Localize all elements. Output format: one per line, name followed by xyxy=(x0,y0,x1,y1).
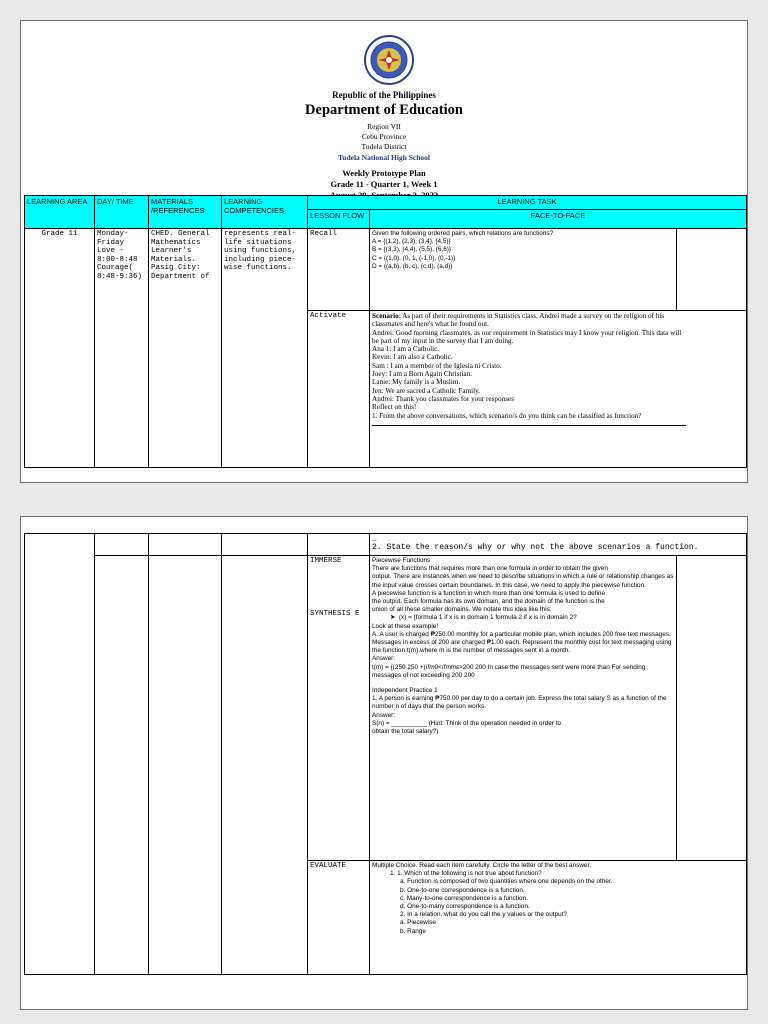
evaluate-option: a. Piecewise xyxy=(400,919,436,927)
piecewise-line: There are functions that requires more than one formula in order to obtain the given xyxy=(372,565,608,573)
recall-line: C = {(1,0), (0, 1, (-1,0), (0,-1)} xyxy=(372,254,456,262)
materials-header: MATERIALS /REFERENCES xyxy=(149,196,222,229)
recall-flow-cell: Recall xyxy=(308,229,370,311)
activate-line: Kevin: I am also a Catholic. xyxy=(372,353,453,362)
flow-cell-2 xyxy=(308,534,370,556)
piecewise-line: output. There are instances when we need to describe situations in which a rule or relationship changes as the input value crosses certain boundaries. In this case, we need to apply the piecewise function. xyxy=(372,573,674,589)
evaluate-option: b. Range xyxy=(400,927,426,935)
scenario-label: Scenario xyxy=(372,312,399,320)
activate-line: Lanie: My family is a Muslim. xyxy=(372,378,461,387)
lesson-table-1 xyxy=(24,195,747,468)
evaluate-question: 2. In a relation, what do you call the y values or the output? xyxy=(400,911,567,919)
practice-line: 1. A person is earning ₱750.00 per day to do a certain job. Express the total salary S as a function of the number n of days that the person works. xyxy=(372,695,667,711)
learning-area-cell: Grade 11 xyxy=(25,229,95,468)
day-time-header: DAY/ TIME xyxy=(95,196,149,229)
activate-line: Joey: I am a Born Again Christian. xyxy=(372,370,473,379)
recall-content-cell xyxy=(370,229,677,311)
day-time-cell: Monday-Friday Love - 8:00-8:48 Courage( 8:48-9:36) xyxy=(95,229,149,468)
piecewise-title: Piecewise Functions xyxy=(372,557,431,564)
activate-line: Sam : I am a member of the Iglesia ni Cristo. xyxy=(372,361,502,370)
activate-line: Reflect on this! xyxy=(372,403,417,412)
piecewise-notation: (x) = {formula 1 if x is in domain 1 formula 2 if x is in domain 2? xyxy=(398,614,577,622)
deped-seal-icon xyxy=(364,35,414,85)
recall-line: D = {(a,b), (b, c), (c,d), (a,d)} xyxy=(372,262,453,270)
piecewise-content-cell xyxy=(370,556,677,861)
activate-line: 1. From the above conversations, which scenario/s do you think can be classified as function? xyxy=(372,411,642,420)
competencies-cell: represents real-life situations using functions, including piece-wise functions. xyxy=(222,229,308,468)
evaluate-question: 1. 1. Which of the following is not true about function? xyxy=(390,870,542,878)
face-to-face-header: FACE-TO-FACE xyxy=(370,210,747,229)
practice-line: Independent Practice 1 xyxy=(372,687,438,695)
department-title: Department of Education xyxy=(305,102,463,118)
practice-line: obtain the total salary?) xyxy=(372,728,439,736)
example-line: Answer: xyxy=(372,655,396,663)
school-name: Tudela National High School xyxy=(337,153,431,162)
practice-line: S(n) = __________ (Hint: Think of the operation needed in order to xyxy=(372,719,562,727)
activate-line: Andrei: Thank you classmates for your responses xyxy=(372,394,514,403)
piecewise-line: A piecewise function is a function in which more than one formula is used to define xyxy=(372,589,606,597)
arrow-bullet-icon: ➤ xyxy=(390,614,399,622)
learning-area-header: LEARNING AREA xyxy=(25,196,95,229)
plan-title: Weekly Prototype Plan xyxy=(342,168,426,178)
grade-quarter: Grade 11 - Quarter 1, Week 1 xyxy=(330,179,438,189)
example-line: Look at these example! xyxy=(372,622,439,630)
activate-line: Ana 1: I am a Catholic. xyxy=(372,345,440,354)
learning-task-header: LEARNING TASK xyxy=(308,196,747,210)
evaluate-content-cell xyxy=(370,861,747,975)
document-page-1 xyxy=(20,20,748,483)
piecewise-extra-cell xyxy=(677,556,747,861)
evaluate-intro: Multiple Choice. Read each item carefully. Circle the letter of the best answer. xyxy=(372,862,592,869)
republic-text: Republic of the Philippines xyxy=(332,90,436,100)
competencies-header: LEARNING COMPETENCIES xyxy=(222,196,308,229)
day-time-cell-3 xyxy=(95,556,149,975)
activate-line: Jen: We are sacred a Catholic Family. xyxy=(372,386,480,395)
immerse-synthesis-flow-cell xyxy=(308,556,370,861)
recall-line: B = {(3,3), (4,4), (5,5), (6,6)} xyxy=(372,246,452,254)
activate-line: Andrei: Good morning classmates, as our requirement in Statistics may I know your religion. This data will be part of my input in the survey that I am doing. xyxy=(372,328,682,345)
example-line: A. A user is charged ₱250.00 monthly for a particular mobile plan, which includes 200 free text messages. Messages in excess of 200 are charged ₱1.00 each. Represent the monthly cost for text messaging using the function t(m),where m is the number of messages sent in a month. xyxy=(372,630,672,655)
competencies-cell-2 xyxy=(222,534,308,556)
province-text: Cebu Province xyxy=(361,132,407,141)
activate-line: : As part of their requirements in Statistics class, Andrei made a survey on the religion of his classmates and here's what he found out. xyxy=(372,312,665,329)
immerse-label: IMMERSE xyxy=(310,557,342,565)
evaluate-option: d. One-to-many correspondence is a function. xyxy=(400,903,530,911)
district-text: Tudela District xyxy=(361,142,407,151)
evaluate-flow-cell: EVALUATE xyxy=(308,861,370,975)
example-line: t(m) = {(250 250 +(𝑖𝑓𝑚0<𝑖𝑓𝑚𝑚𝑠>200 200 In case the messages sent were more than For sending messages of not exceeding 200 200 xyxy=(372,663,646,679)
lesson-table-2 xyxy=(24,533,747,975)
region-text: Region VII xyxy=(367,122,401,131)
recall-extra-cell xyxy=(677,229,747,311)
reason-text: 2. State the reason/s why or why not the above scenarios a function. xyxy=(372,542,699,552)
piecewise-line: the output. Each formula has its own domain, and the domain of the function is the xyxy=(372,598,605,606)
practice-line: Answer: xyxy=(372,711,396,719)
competencies-cell-3 xyxy=(222,556,308,975)
activate-flow-cell: Activate xyxy=(308,311,370,468)
learning-area-cell-2 xyxy=(25,534,95,975)
materials-cell: CHED. General Mathematics Learner's Materials. Pasig City: Department of xyxy=(149,229,222,468)
answer-line xyxy=(372,421,686,426)
recall-line: A = {(1,2), (2,3), (3,4), (4,5)} xyxy=(372,238,451,246)
materials-cell-3 xyxy=(149,556,222,975)
evaluate-option: a. Function is composed of two quantities where one depends on the other. xyxy=(400,878,613,886)
recall-line: Given the following ordered pairs, which relations are functions? xyxy=(372,230,554,237)
day-time-cell-2 xyxy=(95,534,149,556)
dash-text: _ xyxy=(372,535,377,543)
reason-cell xyxy=(370,534,747,556)
piecewise-line: union of all these smaller domains. We notate this idea like this: xyxy=(372,606,552,614)
lesson-flow-header: LESSON FLOW xyxy=(308,210,370,229)
document-page-2 xyxy=(20,516,748,1010)
materials-cell-2 xyxy=(149,534,222,556)
synthesis-label: SYNTHESIS E xyxy=(310,609,360,618)
activate-content-cell xyxy=(370,311,747,468)
evaluate-option: b. One-to-one correspondence is a function. xyxy=(400,886,525,894)
evaluate-option: c. Many-to-one correspondence is a function. xyxy=(400,894,528,902)
